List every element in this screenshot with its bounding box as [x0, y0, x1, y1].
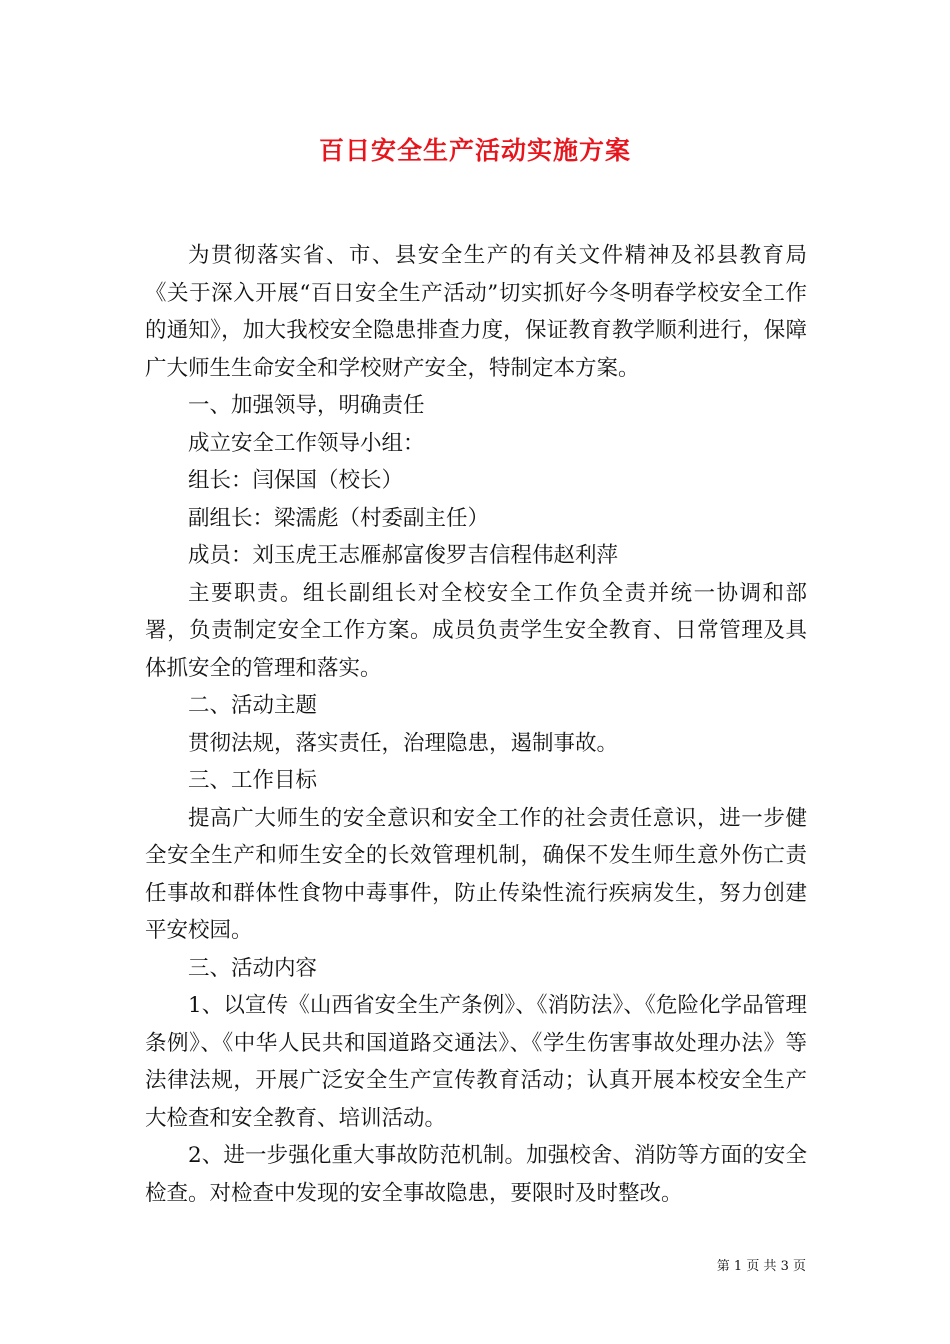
paragraph-content-item-1: 1、以宣传《山西省安全生产条例》、《消防法》、《危险化学品管理条例》、《中华人民共和国道路交通法》、《学生伤害事故处理办法》等法律法规，开展广泛安全生产宣传教育活动；认真开展本校安全生产大检查和安全教育、培训活动。 — [145, 993, 807, 1131]
paragraph-intro: 为贯彻落实省、市、县安全生产的有关文件精神及祁县教育局《关于深入开展“百日安全生产活动”切实抓好今冬明春学校安全工作的通知》，加大我校安全隐患排查力度，保证教育教学顺利进行，保障广大师生生命安全和学校财产安全，特制定本方案。 — [145, 243, 807, 381]
paragraph-group-leader: 组长：闫保国（校长） — [188, 468, 404, 493]
section-heading-theme: 二、活动主题 — [188, 693, 318, 718]
page-number: 第 1 页 共 3 页 — [716, 1259, 806, 1274]
section-heading-leadership: 一、加强领导，明确责任 — [188, 393, 425, 418]
paragraph-members: 成员：刘玉虎王志雁郝富俊罗吉信程伟赵利萍 — [188, 543, 619, 568]
paragraph-deputy-leader: 副组长：梁濡彪（村委副主任） — [188, 505, 490, 531]
paragraph-group-setup: 成立安全工作领导小组： — [188, 430, 425, 456]
section-heading-goals: 三、工作目标 — [188, 768, 318, 793]
document-body — [145, 237, 807, 1212]
paragraph-goals: 提高广大师生的安全意识和安全工作的社会责任意识，进一步健全安全生产和师生安全的长效管理机制，确保不发生师生意外伤亡责任事故和群体性食物中毒事件，防止传染性流行疾病发生，努力创建平安校园。 — [145, 805, 807, 943]
paragraph-content-item-2: 2、进一步强化重大事故防范机制。加强校舍、消防等方面的安全检查。对检查中发现的安全事故隐患，要限时及时整改。 — [145, 1143, 807, 1206]
paragraph-theme: 贯彻法规，落实责任，治理隐患，遏制事故。 — [188, 730, 619, 756]
document-title: 百日安全生产活动实施方案 — [318, 136, 631, 165]
paragraph-duties: 主要职责。组长副组长对全校安全工作负全责并统一协调和部署，负责制定安全工作方案。成员负责学生安全教育、日常管理及具体抓安全的管理和落实。 — [145, 580, 807, 681]
section-heading-content: 三、活动内容 — [188, 955, 318, 981]
